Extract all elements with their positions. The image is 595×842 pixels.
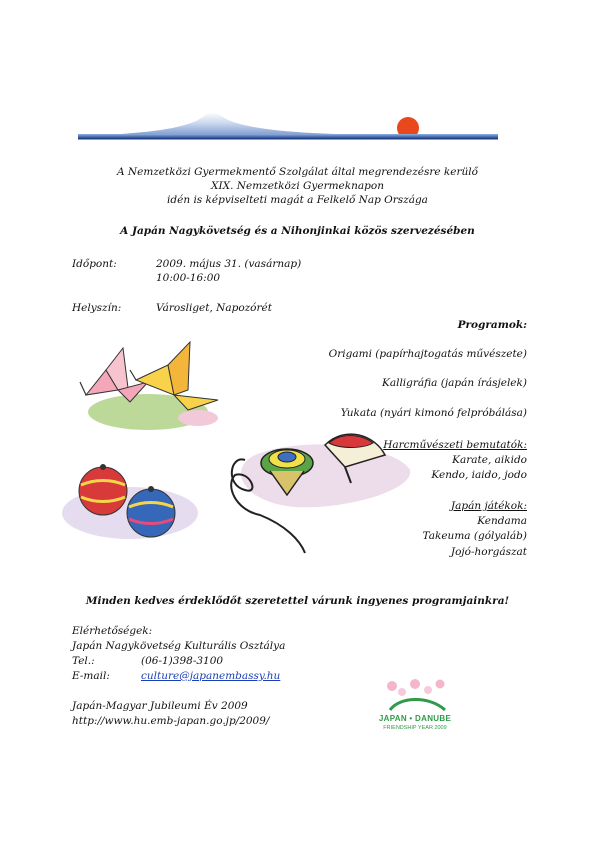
organizers-line: A Japán Nagykövetség és a Nihonjinkai közös szervezésében — [120, 225, 475, 237]
origami-cranes-illustration — [78, 340, 228, 435]
martial-item-2: Kendo, iaido, jodo — [431, 469, 527, 481]
event-hours: 10:00-16:00 — [156, 272, 221, 284]
cherry-blossom-icon — [370, 676, 460, 712]
intro-line-3: idén is képviselteti magát a Felkelő Nap Országa — [167, 194, 428, 206]
japan-danube-logo — [370, 676, 460, 738]
logo-title: JAPAN • DANUBE — [378, 714, 452, 723]
program-yukata: Yukata (nyári kimonó felpróbálása) — [340, 407, 527, 419]
martial-arts-heading: Harcművészeti bemutatók: — [383, 439, 527, 451]
time-label: Időpont: — [72, 258, 117, 270]
yoyo-balloons-illustration — [55, 455, 200, 550]
game-item-1: Kendama — [477, 515, 527, 527]
game-item-2: Takeuma (gólyaláb) — [422, 530, 527, 542]
contact-organization: Japán Nagykövetség Kulturális Osztálya — [72, 640, 286, 652]
phone-number: (06-1)398-3100 — [141, 655, 224, 667]
intro-line-2: XIX. Nemzetközi Gyermeknapon — [211, 180, 384, 192]
jubilee-year-text: Japán-Magyar Jubileumi Év 2009 — [72, 700, 248, 712]
game-item-3: Jojó-horgászat — [450, 546, 527, 558]
program-origami: Origami (papírhajtogatás művészete) — [328, 348, 527, 360]
email-link[interactable]: culture@japanembassy.hu — [141, 670, 281, 682]
event-date: 2009. május 31. (vasárnap) — [156, 258, 302, 270]
phone-label: Tel.: — [72, 655, 95, 667]
website-url[interactable]: http://www.hu.emb-japan.go.jp/2009/ — [72, 715, 270, 727]
martial-item-1: Karate, aikido — [452, 454, 527, 466]
logo-subtitle: FRIENDSHIP YEAR 2009 — [383, 725, 447, 731]
intro-line-1: A Nemzetközi Gyermekmentő Szolgálat által megrendezésre kerülő — [117, 166, 478, 178]
invitation-line: Minden kedves érdeklődőt szeretettel várunk ingyenes programjainkra! — [85, 595, 510, 607]
event-place: Városliget, Napozórét — [156, 302, 272, 314]
programs-heading: Programok: — [457, 319, 527, 331]
place-label: Helyszín: — [72, 302, 122, 314]
games-heading: Japán játékok: — [450, 500, 527, 512]
fuji-sunrise-banner — [78, 108, 498, 146]
program-calligraphy: Kalligráfia (japán írásjelek) — [381, 377, 527, 389]
contact-heading: Elérhetőségek: — [72, 625, 153, 637]
spinning-tops-illustration — [225, 415, 415, 555]
email-label: E-mail: — [72, 670, 110, 682]
